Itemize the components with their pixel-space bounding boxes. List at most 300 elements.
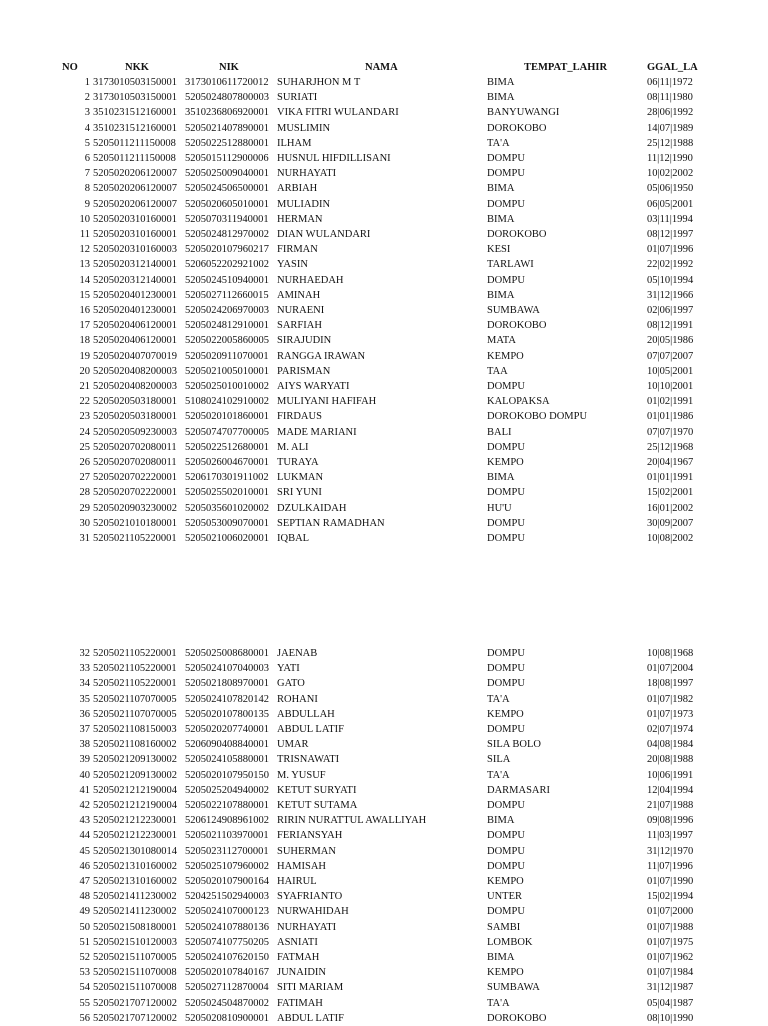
nik-cell: 5205020911070001 <box>185 350 269 362</box>
row-number: 29 <box>79 502 90 514</box>
nik-cell: 5205022005860005 <box>185 335 269 347</box>
nik-cell: 5205024107040003 <box>185 663 269 675</box>
row-number: 36 <box>79 708 90 720</box>
table-row <box>0 676 768 691</box>
tempat-lahir-cell: DOMPU <box>487 663 525 675</box>
nik-cell: 5205024506500001 <box>185 183 269 195</box>
nkk-cell: 5205020503180001 <box>93 411 177 423</box>
tempat-lahir-cell: DOMPU <box>487 800 525 811</box>
tempat-lahir-cell: DOMPU <box>487 906 525 918</box>
tempat-lahir-cell: BANYUWANGI <box>487 107 560 119</box>
table-row <box>0 501 768 516</box>
table-row <box>0 996 768 1011</box>
tempat-lahir-cell: DOMPU <box>487 845 525 857</box>
tempat-lahir-cell: DOROKOBO <box>487 320 547 332</box>
nik-cell: 5205021407890001 <box>185 122 269 134</box>
row-number: 41 <box>79 784 90 796</box>
nik-cell: 5205021005010001 <box>185 365 269 377</box>
tanggal-lahir-cell: 22|02|1992 <box>647 259 694 271</box>
row-number: 34 <box>79 678 90 690</box>
tempat-lahir-cell: DOMPU <box>487 678 525 690</box>
nik-cell: 5205020107950150 <box>185 769 269 781</box>
tanggal-lahir-cell: 31|12|1970 <box>647 845 694 857</box>
nkk-cell: 5205020406120001 <box>93 335 177 347</box>
tanggal-lahir-cell: 20|08|1988 <box>647 754 694 766</box>
tanggal-lahir-cell: 25|12|1988 <box>647 137 694 149</box>
nkk-cell: 5205021511070008 <box>93 982 177 994</box>
tanggal-lahir-cell: 28|06|1992 <box>647 107 694 119</box>
nkk-cell: 5205020401230001 <box>93 289 177 301</box>
table-row <box>0 935 768 950</box>
nkk-cell: 5205021310160002 <box>93 876 177 887</box>
table-row <box>0 121 768 136</box>
row-number: 19 <box>79 350 90 362</box>
nkk-cell: 5205020408200003 <box>93 381 177 392</box>
table-row <box>0 470 768 485</box>
nik-cell: 5205027112870004 <box>185 982 269 994</box>
tempat-lahir-cell: TA'A <box>487 693 510 705</box>
nama-cell: SARFIAH <box>277 320 322 332</box>
nkk-cell: 5205021511070008 <box>93 967 177 979</box>
tempat-lahir-cell: KEMPO <box>487 708 524 720</box>
nama-cell: TRISNAWATI <box>277 754 340 766</box>
tanggal-lahir-cell: 10|10|2001 <box>647 381 694 392</box>
row-number: 22 <box>79 396 90 408</box>
row-number: 27 <box>79 472 90 484</box>
nik-cell: 5206052202921002 <box>185 259 269 271</box>
tempat-lahir-cell: LOMBOK <box>487 936 533 948</box>
header-nama: NAMA <box>365 62 398 73</box>
tanggal-lahir-cell: 14|07|1989 <box>647 122 694 134</box>
row-number: 6 <box>84 153 90 164</box>
table-row <box>0 646 768 661</box>
nkk-cell: 5205021411230002 <box>93 891 177 903</box>
table-row <box>0 105 768 120</box>
table-row <box>0 707 768 722</box>
row-number: 54 <box>79 982 90 994</box>
header-tanggal-lahir: GGAL_LA <box>647 62 698 73</box>
tempat-lahir-cell: BIMA <box>487 815 515 827</box>
nik-cell: 5205021006020001 <box>185 533 269 544</box>
nkk-cell: 5205020702220001 <box>93 487 177 499</box>
tempat-lahir-cell: BIMA <box>487 213 515 225</box>
table-row <box>0 75 768 90</box>
nama-cell: UMAR <box>277 739 309 751</box>
row-number: 21 <box>79 381 90 392</box>
tempat-lahir-cell: BIMA <box>487 289 515 301</box>
table-row <box>0 828 768 843</box>
nkk-cell: 5205021105220001 <box>93 533 177 544</box>
tempat-lahir-cell: DOMPU <box>487 724 525 735</box>
tanggal-lahir-cell: 07|07|2007 <box>647 350 694 362</box>
tempat-lahir-cell: DOMPU <box>487 830 525 842</box>
row-number: 11 <box>79 229 90 240</box>
tempat-lahir-cell: TA'A <box>487 769 510 781</box>
nkk-cell: 3173010503150001 <box>93 92 177 104</box>
nama-cell: YASIN <box>277 259 308 271</box>
row-number: 50 <box>79 921 90 933</box>
tanggal-lahir-cell: 01|01|1991 <box>647 472 694 484</box>
tempat-lahir-cell: BALI <box>487 426 512 438</box>
row-number: 14 <box>79 274 90 286</box>
tanggal-lahir-cell: 01|07|2000 <box>647 906 694 918</box>
tanggal-lahir-cell: 04|08|1984 <box>647 739 694 751</box>
nik-cell: 5205020810900001 <box>185 1012 269 1024</box>
row-number: 31 <box>79 533 90 544</box>
table-row <box>0 364 768 379</box>
row-number: 13 <box>79 259 90 271</box>
tanggal-lahir-cell: 11|07|1996 <box>647 860 693 872</box>
tempat-lahir-cell: TA'A <box>487 137 510 149</box>
nama-cell: SITI MARIAM <box>277 982 344 994</box>
nik-cell: 5205022512880001 <box>185 137 269 149</box>
nama-cell: SRI YUNI <box>277 487 322 499</box>
nkk-cell: 5205021105220001 <box>93 648 177 659</box>
nkk-cell: 5205021707120002 <box>93 1012 177 1024</box>
table-row <box>0 181 768 196</box>
nkk-cell: 5205020702080011 <box>93 441 177 453</box>
nama-cell: NURWAHIDAH <box>277 906 349 918</box>
nkk-cell: 5205020310160003 <box>93 244 177 256</box>
nama-cell: KETUT SURYATI <box>277 784 357 796</box>
nkk-cell: 5205021010180001 <box>93 517 177 529</box>
tempat-lahir-cell: TARLAWI <box>487 259 534 271</box>
tanggal-lahir-cell: 01|07|1982 <box>647 693 694 705</box>
tempat-lahir-cell: BIMA <box>487 952 515 963</box>
nik-cell: 5108024102910002 <box>185 396 269 408</box>
nama-cell: SEPTIAN RAMADHAN <box>277 517 385 529</box>
nkk-cell: 5205020206120007 <box>93 168 177 180</box>
table-row <box>0 889 768 904</box>
tanggal-lahir-cell: 01|02|1991 <box>647 396 694 408</box>
tanggal-lahir-cell: 01|07|1988 <box>647 921 694 933</box>
nkk-cell: 5205020206120007 <box>93 198 177 210</box>
nama-cell: SUHARJHON M T <box>277 77 361 88</box>
row-number: 48 <box>79 891 90 903</box>
nik-cell: 5205024206970003 <box>185 305 269 316</box>
nama-cell: NURAENI <box>277 305 325 316</box>
table-row <box>0 166 768 181</box>
nik-cell: 5205024107880136 <box>185 921 269 933</box>
table-row <box>0 288 768 303</box>
row-number: 2 <box>84 92 90 104</box>
tanggal-lahir-cell: 08|12|1991 <box>647 320 694 332</box>
row-number: 15 <box>79 289 90 301</box>
nama-cell: JAENAB <box>277 648 318 659</box>
table-row <box>0 859 768 874</box>
nkk-cell: 5205020903230002 <box>93 502 177 514</box>
nkk-cell: 5205021212230001 <box>93 830 177 842</box>
row-number: 18 <box>79 335 90 347</box>
tanggal-lahir-cell: 01|07|1984 <box>647 967 694 979</box>
tanggal-lahir-cell: 01|07|1996 <box>647 244 694 256</box>
nkk-cell: 5205021510120003 <box>93 936 177 948</box>
table-row <box>0 722 768 737</box>
nik-cell: 5205024105880001 <box>185 754 269 766</box>
table-row <box>0 197 768 212</box>
nkk-cell: 5205021212190004 <box>93 800 177 811</box>
row-number: 26 <box>79 457 90 468</box>
table-row <box>0 257 768 272</box>
nkk-cell: 5205020310160001 <box>93 229 177 240</box>
table-row <box>0 920 768 935</box>
header-nkk: NKK <box>125 62 149 73</box>
nik-cell: 5205053009070001 <box>185 517 269 529</box>
tanggal-lahir-cell: 20|04|1967 <box>647 457 694 468</box>
tanggal-lahir-cell: 15|02|1994 <box>647 891 694 903</box>
table-row <box>0 798 768 813</box>
nama-cell: HAMISAH <box>277 860 327 872</box>
nik-cell: 5205020107960217 <box>185 244 269 256</box>
nama-cell: ASNIATI <box>277 936 318 948</box>
row-number: 52 <box>79 952 90 963</box>
nik-cell: 5205021808970001 <box>185 678 269 690</box>
row-number: 16 <box>79 305 90 316</box>
row-number: 37 <box>79 724 90 735</box>
tanggal-lahir-cell: 01|07|1990 <box>647 876 694 887</box>
nik-cell: 5205070311940001 <box>185 213 269 225</box>
tanggal-lahir-cell: 08|12|1997 <box>647 229 694 240</box>
tempat-lahir-cell: DOMPU <box>487 274 525 286</box>
tempat-lahir-cell: KEMPO <box>487 967 524 979</box>
table-row <box>0 273 768 288</box>
tempat-lahir-cell: DARMASARI <box>487 784 551 796</box>
nama-cell: YATI <box>277 663 300 675</box>
nkk-cell: 5205020310160001 <box>93 213 177 225</box>
nik-cell: 5206170301911002 <box>185 472 269 484</box>
tanggal-lahir-cell: 25|12|1968 <box>647 441 694 453</box>
nik-cell: 5205024107000123 <box>185 906 269 918</box>
table-row <box>0 783 768 798</box>
row-number: 47 <box>79 876 90 887</box>
nkk-cell: 3510231512160001 <box>93 122 177 134</box>
tempat-lahir-cell: SILA <box>487 754 511 766</box>
nama-cell: SURIATI <box>277 92 318 104</box>
tanggal-lahir-cell: 02|07|1974 <box>647 724 694 735</box>
table-row <box>0 379 768 394</box>
table-row <box>0 394 768 409</box>
nkk-cell: 5205020401230001 <box>93 305 177 316</box>
tanggal-lahir-cell: 03|11|1994 <box>647 213 693 225</box>
nama-cell: ABDUL LATIF <box>277 1012 344 1024</box>
tanggal-lahir-cell: 11|03|1997 <box>647 830 693 842</box>
tanggal-lahir-cell: 31|12|1966 <box>647 289 694 301</box>
nkk-cell: 3510231512160001 <box>93 107 177 119</box>
header-tempat-lahir: TEMPAT_LAHIR <box>524 62 608 73</box>
tanggal-lahir-cell: 05|10|1994 <box>647 274 694 286</box>
tempat-lahir-cell: DOROKOBO <box>487 1012 547 1024</box>
nama-cell: ILHAM <box>277 137 312 149</box>
nkk-cell: 5205020407070019 <box>93 350 177 362</box>
nkk-cell: 5205020406120001 <box>93 320 177 332</box>
nik-cell: 5205020101860001 <box>185 411 269 423</box>
nkk-cell: 5205021107070005 <box>93 693 177 705</box>
nkk-cell: 5205020503180001 <box>93 396 177 408</box>
nik-cell: 5205024812910001 <box>185 320 269 332</box>
nik-cell: 5205074107750205 <box>185 936 269 948</box>
nama-cell: FATMAH <box>277 952 320 963</box>
table-row <box>0 844 768 859</box>
tempat-lahir-cell: KESI <box>487 244 511 256</box>
tempat-lahir-cell: DOROKOBO <box>487 122 547 134</box>
nama-cell: HERMAN <box>277 213 323 225</box>
tempat-lahir-cell: DOMPU <box>487 860 525 872</box>
nkk-cell: 5205021105220001 <box>93 663 177 675</box>
table-row <box>0 409 768 424</box>
table-row <box>0 965 768 980</box>
nama-cell: LUKMAN <box>277 472 324 484</box>
tanggal-lahir-cell: 10|06|1991 <box>647 769 694 781</box>
nkk-cell: 5205021310160002 <box>93 860 177 872</box>
table-row <box>0 242 768 257</box>
tempat-lahir-cell: TA'A <box>487 997 510 1009</box>
row-number: 20 <box>79 365 90 377</box>
nama-cell: SUHERMAN <box>277 845 336 857</box>
row-number: 56 <box>79 1012 90 1024</box>
header-no: NO <box>62 62 78 73</box>
table-row <box>0 151 768 166</box>
row-number: 3 <box>84 107 90 119</box>
table-row <box>0 980 768 995</box>
tanggal-lahir-cell: 09|08|1996 <box>647 815 694 827</box>
nama-cell: NURHAYATI <box>277 168 337 180</box>
table-row <box>0 661 768 676</box>
nama-cell: TURAYA <box>277 457 319 468</box>
tempat-lahir-cell: DOMPU <box>487 441 525 453</box>
nik-cell: 5205024807800003 <box>185 92 269 104</box>
nik-cell: 5205025008680001 <box>185 648 269 659</box>
nkk-cell: 5205021301080014 <box>93 845 177 857</box>
tanggal-lahir-cell: 01|07|1975 <box>647 936 694 948</box>
table-row <box>0 692 768 707</box>
nkk-cell: 5205021511070005 <box>93 952 177 963</box>
row-number: 8 <box>84 183 90 195</box>
table-row <box>0 349 768 364</box>
nik-cell: 3173010611720012 <box>185 77 269 88</box>
nama-cell: ROHANI <box>277 693 318 705</box>
nik-cell: 5205024510940001 <box>185 274 269 286</box>
row-number: 42 <box>79 800 90 811</box>
nkk-cell: 5205020312140001 <box>93 259 177 271</box>
nik-cell: 5205025107960002 <box>185 860 269 872</box>
nkk-cell: 5205021108150003 <box>93 724 177 735</box>
tempat-lahir-cell: DOMPU <box>487 533 525 544</box>
nkk-cell: 5205021508180001 <box>93 921 177 933</box>
tanggal-lahir-cell: 01|01|1986 <box>647 411 694 423</box>
row-number: 24 <box>79 426 90 438</box>
tempat-lahir-cell: DOMPU <box>487 153 525 164</box>
nkk-cell: 5205021209130002 <box>93 769 177 781</box>
row-number: 46 <box>79 860 90 872</box>
tempat-lahir-cell: BIMA <box>487 92 515 104</box>
nkk-cell: 5205021212190004 <box>93 784 177 796</box>
nik-cell: 5205074707700005 <box>185 426 269 438</box>
nama-cell: AMINAH <box>277 289 321 301</box>
nik-cell: 5206124908961002 <box>185 815 269 827</box>
nama-cell: NURHAYATI <box>277 921 337 933</box>
row-number: 9 <box>84 198 90 210</box>
row-number: 55 <box>79 997 90 1009</box>
tempat-lahir-cell: SUMBAWA <box>487 982 540 994</box>
nik-cell: 5205025204940002 <box>185 784 269 796</box>
nik-cell: 5205024812970002 <box>185 229 269 240</box>
table-row <box>0 904 768 919</box>
nama-cell: MULIADIN <box>277 198 331 210</box>
tempat-lahir-cell: KEMPO <box>487 876 524 887</box>
row-number: 35 <box>79 693 90 705</box>
tanggal-lahir-cell: 21|07|1988 <box>647 800 694 811</box>
table-row <box>0 531 768 546</box>
nama-cell: FERIANSYAH <box>277 830 343 842</box>
row-number: 4 <box>84 122 90 134</box>
nama-cell: NURHAEDAH <box>277 274 344 286</box>
nik-cell: 5205023112700001 <box>185 845 269 857</box>
nama-cell: VIKA FITRI WULANDARI <box>277 107 399 119</box>
tanggal-lahir-cell: 11|12|1990 <box>647 153 693 164</box>
tanggal-lahir-cell: 15|02|2001 <box>647 487 694 499</box>
tanggal-lahir-cell: 12|04|1994 <box>647 784 694 796</box>
nik-cell: 5205026004670001 <box>185 457 269 468</box>
tanggal-lahir-cell: 20|05|1986 <box>647 335 694 347</box>
tempat-lahir-cell: DOMPU <box>487 487 525 499</box>
tempat-lahir-cell: DOMPU <box>487 517 525 529</box>
nkk-cell: 3173010503150001 <box>93 77 177 88</box>
nkk-cell: 5205020408200003 <box>93 365 177 377</box>
row-number: 39 <box>79 754 90 766</box>
row-number: 7 <box>84 168 90 180</box>
row-number: 44 <box>79 830 90 842</box>
row-number: 33 <box>79 663 90 675</box>
nama-cell: HAIRUL <box>277 876 317 887</box>
nik-cell: 5205035601020002 <box>185 502 269 514</box>
tanggal-lahir-cell: 10|02|2002 <box>647 168 694 180</box>
nkk-cell: 5205021411230002 <box>93 906 177 918</box>
row-number: 53 <box>79 967 90 979</box>
nik-cell: 5205025010010002 <box>185 381 269 392</box>
nkk-cell: 5205021707120002 <box>93 997 177 1009</box>
nama-cell: GATO <box>277 678 305 690</box>
row-number: 17 <box>79 320 90 332</box>
table-row <box>0 303 768 318</box>
nik-cell: 5205022107880001 <box>185 800 269 811</box>
row-number: 32 <box>79 648 90 659</box>
tempat-lahir-cell: DOROKOBO <box>487 229 547 240</box>
table-row <box>0 768 768 783</box>
tanggal-lahir-cell: 06|11|1972 <box>647 77 693 88</box>
tanggal-lahir-cell: 06|05|2001 <box>647 198 694 210</box>
row-number: 28 <box>79 487 90 499</box>
nama-cell: RANGGA IRAWAN <box>277 350 366 362</box>
nama-cell: ABDUL LATIF <box>277 724 344 735</box>
tempat-lahir-cell: KALOPAKSA <box>487 396 550 408</box>
nama-cell: JUNAIDIN <box>277 967 326 979</box>
row-number: 1 <box>84 77 90 88</box>
row-number: 25 <box>79 441 90 453</box>
nik-cell: 5205021103970001 <box>185 830 269 842</box>
table-row <box>0 440 768 455</box>
row-number: 45 <box>79 845 90 857</box>
nama-cell: MUSLIMIN <box>277 122 331 134</box>
nik-cell: 5205025009040001 <box>185 168 269 180</box>
tanggal-lahir-cell: 05|04|1987 <box>647 997 694 1009</box>
row-number: 49 <box>79 906 90 918</box>
tanggal-lahir-cell: 10|08|1968 <box>647 648 694 659</box>
tanggal-lahir-cell: 16|01|2002 <box>647 502 694 514</box>
table-row <box>0 455 768 470</box>
tempat-lahir-cell: BIMA <box>487 183 515 195</box>
table-row <box>0 874 768 889</box>
table-row <box>0 333 768 348</box>
